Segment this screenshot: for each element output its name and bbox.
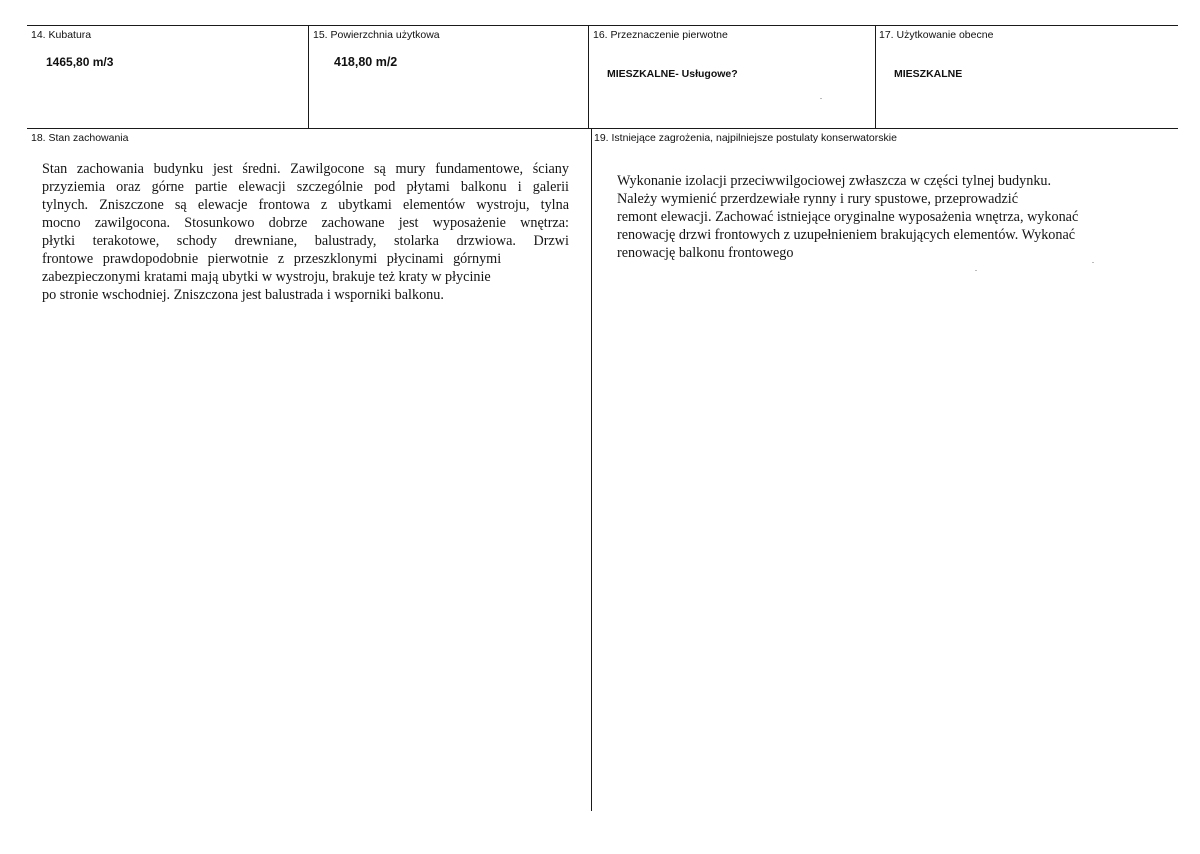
form-top-border [27,25,1178,26]
przeznaczenie-label: 16. Przeznaczenie pierwotne [593,29,728,41]
scan-speck [820,98,822,99]
stan-line: tylnych. Zniszczone są elewacje frontowa z ubytkami elementów wystroju, tylna [42,197,569,213]
divider-18-19 [591,128,592,811]
stan-line: Stan zachowania budynku jest średni. Zawilgocone są mury fundamentowe, ściany [42,161,569,177]
zagrozenia-line: Należy wymienić przerdzewiałe rynny i rury spustowe, przeprowadzić [617,191,1019,207]
zagrozenia-label: 19. Istniejące zagrożenia, najpilniejsze postulaty konserwatorskie [594,132,897,144]
stan-line: płytki terakotowe, schody drewniane, balustrady, stolarka drzwiowa. Drzwi [42,233,569,249]
zagrozenia-line: renowację balkonu frontowego [617,245,794,261]
kubatura-label: 14. Kubatura [31,29,92,41]
stan-zachowania-text [42,160,569,304]
stan-line: przyziemia oraz górne partie elewacji szczególnie pod płytami balkonu i galerii [42,179,569,195]
row-separator [27,128,1178,129]
przeznaczenie-value: MIESZKALNE- Usługowe? [607,68,738,80]
divider-14-15 [308,25,309,129]
divider-16-17 [875,25,876,129]
zagrozenia-line: renowację drzwi frontowych z uzupełnieniem brakujących elementów. Wykonać [617,227,1076,243]
stan-zachowania-label: 18. Stan zachowania [31,132,129,144]
zagrozenia-line: remont elewacji. Zachować istniejące oryginalne wyposażenia wnętrza, wykonać [617,209,1079,225]
zagrozenia-line: Wykonanie izolacji przeciwwilgociowej zwłaszcza w części tylnej budynku. [617,173,1052,189]
divider-15-16 [588,25,589,129]
stan-line: frontowe prawdopodobnie pierwotnie z przeszklonymi płycinami górnymi [42,251,502,267]
uzytkowanie-value: MIESZKALNE [894,68,963,80]
scan-speck [975,270,977,271]
powierzchnia-label: 15. Powierzchnia użytkowa [313,29,440,41]
zagrozenia-text [617,172,1137,262]
uzytkowanie-label: 17. Użytkowanie obecne [879,29,994,41]
stan-line: zabezpieczonymi kratami mają ubytki w wystroju, brakuje też kraty w płycinie [42,269,491,285]
stan-line: po stronie wschodniej. Zniszczona jest balustrada i wsporniki balkonu. [42,287,444,303]
stan-line: mocno zawilgocona. Stosunkowo dobrze zachowane jest wyposażenie wnętrza: [42,215,569,231]
powierzchnia-value: 418,80 m/2 [334,55,398,69]
scan-speck [1092,262,1094,263]
kubatura-value: 1465,80 m/3 [46,55,114,69]
